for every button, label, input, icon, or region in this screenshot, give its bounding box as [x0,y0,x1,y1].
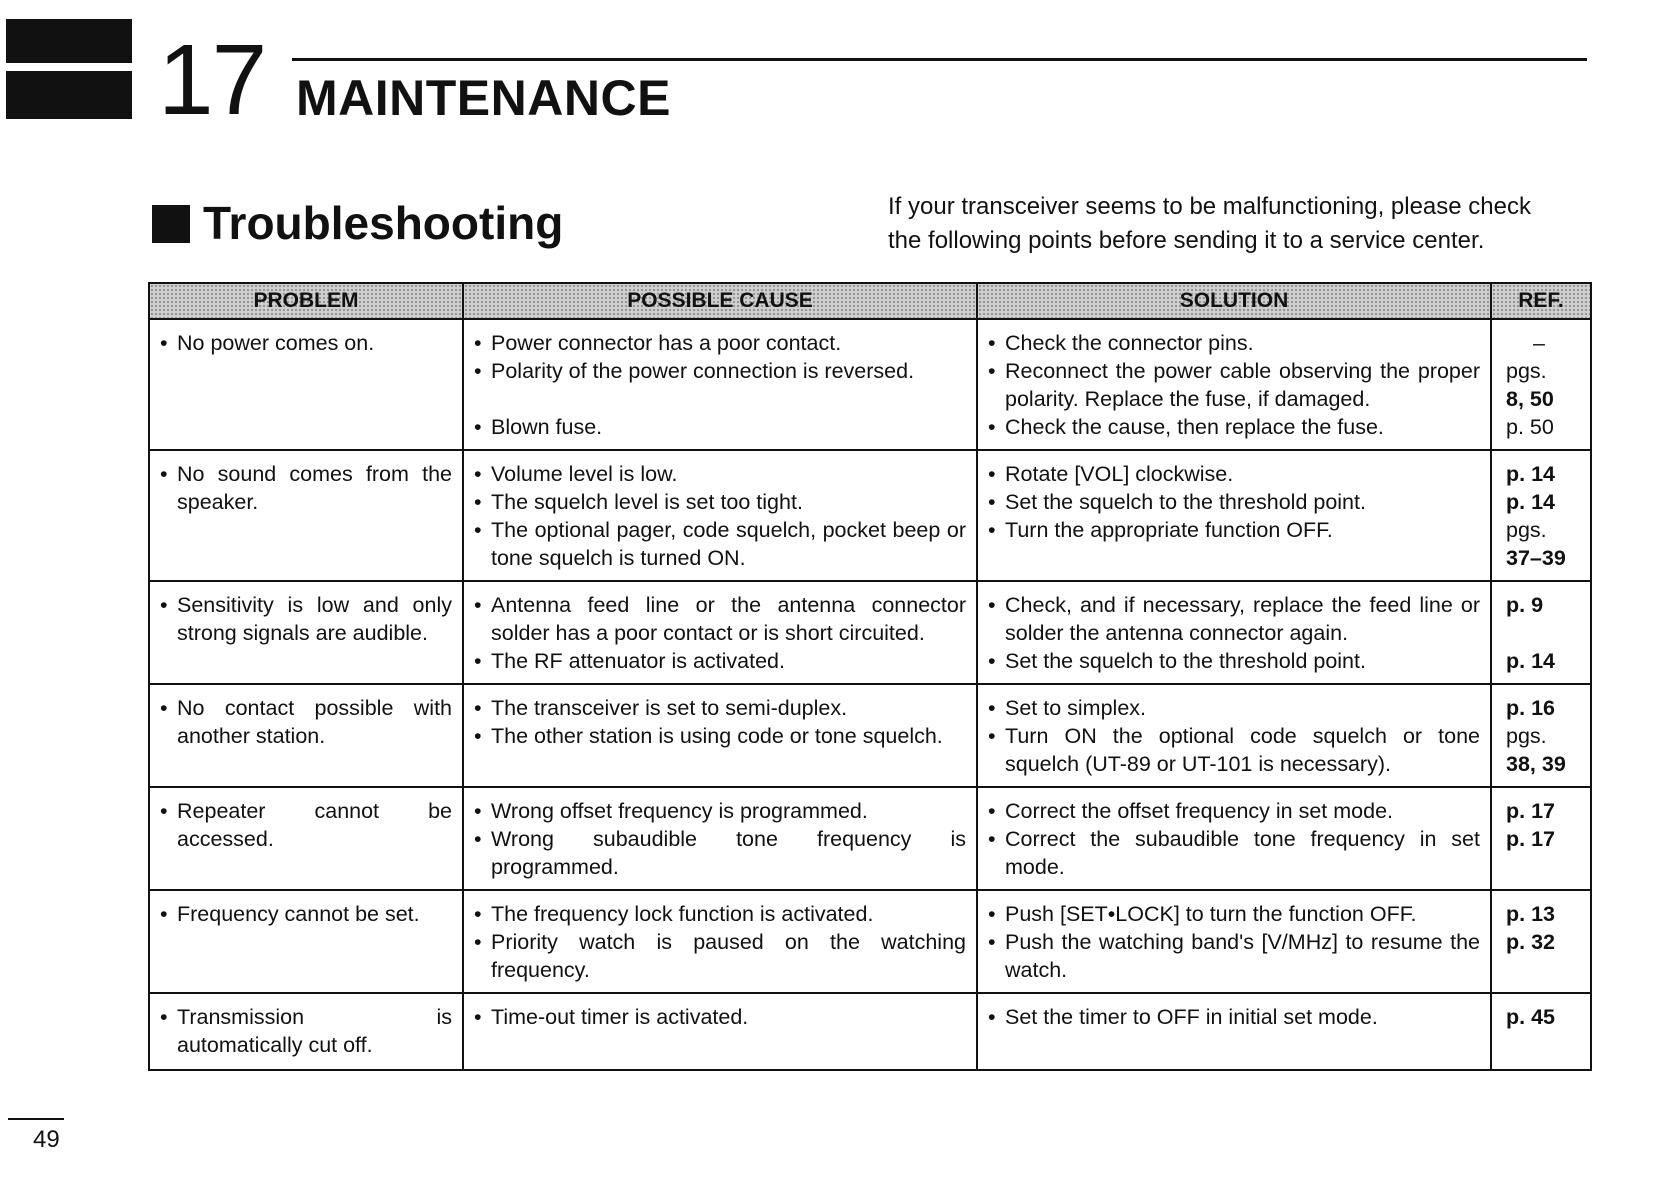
cause-item: • Wrong offset frequency is programmed. [474,797,966,825]
solution-cell [977,450,1491,581]
intro-line-2: the following points before sending it to a service center. [888,227,1485,254]
solution-item: • Check the connector pins. [988,329,1480,357]
solution-item: • Turn the appropriate function OFF. [988,516,1480,544]
problem-text: • Sensitivity is low and only strong signals are audible. [160,591,452,647]
ref-cell [1491,581,1591,684]
cause-item: • The frequency lock function is activated. [474,900,966,928]
cause-item: • The other station is using code or tone squelch. [474,722,966,750]
table-row [149,450,1591,581]
spacer [474,385,966,413]
cause-cell [463,890,977,993]
ref-cell [1491,319,1591,450]
ref-value: pgs. [1506,518,1547,542]
problem-cell [149,993,463,1070]
solution-item: • Correct the offset frequency in set mode. [988,797,1480,825]
intro-line-1: If your transceiver seems to be malfunctioning, please check [888,193,1531,220]
chapter-marker-block-top [6,19,132,63]
solution-cell [977,890,1491,993]
ref-value: p. 13 [1506,902,1555,926]
cause-cell [463,319,977,450]
cause-item: • Priority watch is paused on the watching frequency. [474,928,966,984]
problem-cell [149,684,463,787]
ref-value: p. 32 [1506,930,1555,954]
table-row [149,993,1591,1070]
solution-item: • Turn ON the optional code squelch or tone squelch (UT-89 or UT-101 is necessary). [988,722,1480,778]
cause-cell [463,450,977,581]
section-title: Troubleshooting [203,197,564,249]
cause-item: • Blown fuse. [474,413,966,441]
ref-cell [1491,450,1591,581]
solution-item: • Set the squelch to the threshold point. [988,647,1480,675]
cause-item: • Antenna feed line or the antenna connector solder has a poor contact or is short circuited. [474,591,966,647]
solution-item: • Push [SET•LOCK] to turn the function OFF. [988,900,1480,928]
problem-cell [149,319,463,450]
problem-cell [149,890,463,993]
solution-item: • Reconnect the power cable observing the proper polarity. Replace the fuse, if damaged. [988,357,1480,413]
header-possible-cause: POSSIBLE CAUSE [463,283,977,319]
solution-item: • Set the timer to OFF in initial set mode. [988,1003,1480,1031]
spacer [1506,619,1584,647]
solution-cell [977,684,1491,787]
header-problem: PROBLEM [149,283,463,319]
problem-cell [149,787,463,890]
cause-cell [463,581,977,684]
cause-item: • Volume level is low. [474,460,966,488]
cause-cell [463,993,977,1070]
problem-text: • No sound comes from the speaker. [160,460,452,516]
cause-item: • Power connector has a poor contact. [474,329,966,357]
ref-value: p. 14 [1506,490,1555,514]
cause-item: • The squelch level is set too tight. [474,488,966,516]
problem-text: • Repeater cannot be accessed. [160,797,452,853]
cause-item: • The RF attenuator is activated. [474,647,966,675]
problem-text: • Frequency cannot be set. [160,900,452,928]
solution-item: • Correct the subaudible tone frequency in set mode. [988,825,1480,881]
ref-cell [1491,890,1591,993]
ref-value: p. 45 [1506,1005,1555,1029]
solution-cell [977,787,1491,890]
intro-text [888,190,1598,258]
section-bullet-square [152,205,190,243]
problem-text: • No contact possible with another station. [160,694,452,750]
table-row [149,890,1591,993]
problem-text: • No power comes on. [160,329,452,357]
table-row [149,684,1591,787]
ref-value: p. 17 [1506,827,1555,851]
ref-value: – [1533,331,1545,355]
ref-value: p. 9 [1506,593,1544,617]
solution-item: • Check, and if necessary, replace the feed line or solder the antenna connector again. [988,591,1480,647]
ref-value: p. 50 [1506,415,1554,439]
cause-cell [463,684,977,787]
cause-item: • Time-out timer is activated. [474,1003,966,1031]
solution-item: • Set to simplex. [988,694,1480,722]
problem-cell [149,581,463,684]
ref-cell [1491,684,1591,787]
header-rule [292,58,1587,61]
solution-cell [977,581,1491,684]
table-row [149,581,1591,684]
table-row [149,787,1591,890]
cause-item: • The transceiver is set to semi-duplex. [474,694,966,722]
table-header-row [149,283,1591,319]
solution-cell [977,993,1491,1070]
ref-value: p. 16 [1506,696,1555,720]
ref-value: 38, 39 [1506,752,1566,776]
ref-cell [1491,787,1591,890]
solution-item: • Set the squelch to the threshold point. [988,488,1480,516]
troubleshooting-table [148,282,1592,1071]
chapter-title: MAINTENANCE [296,70,671,126]
cause-item: • Polarity of the power connection is reversed. [474,357,966,385]
ref-cell [1491,993,1591,1070]
ref-value: p. 14 [1506,462,1555,486]
problem-cell [149,450,463,581]
cause-item: • The optional pager, code squelch, pocket beep or tone squelch is turned ON. [474,516,966,572]
solution-item: • Push the watching band's [V/MHz] to resume the watch. [988,928,1480,984]
ref-value: pgs. [1506,359,1547,383]
table-row [149,319,1591,450]
header-ref: REF. [1491,283,1591,319]
page-number: 49 [33,1126,60,1153]
ref-value: pgs. [1506,724,1547,748]
chapter-marker-block-bottom [6,71,132,119]
solution-item: • Rotate [VOL] clockwise. [988,460,1480,488]
solution-item: • Check the cause, then replace the fuse. [988,413,1480,441]
cause-cell [463,787,977,890]
ref-value: 8, 50 [1506,387,1554,411]
ref-value: 37–39 [1506,546,1566,570]
chapter-number: 17 [158,24,266,136]
solution-cell [977,319,1491,450]
ref-value: p. 14 [1506,649,1555,673]
ref-value: p. 17 [1506,799,1555,823]
cause-item: • Wrong subaudible tone frequency is programmed. [474,825,966,881]
header-solution: SOLUTION [977,283,1491,319]
problem-text: • Transmission is automatically cut off. [160,1003,452,1059]
footer-rule [8,1118,64,1120]
